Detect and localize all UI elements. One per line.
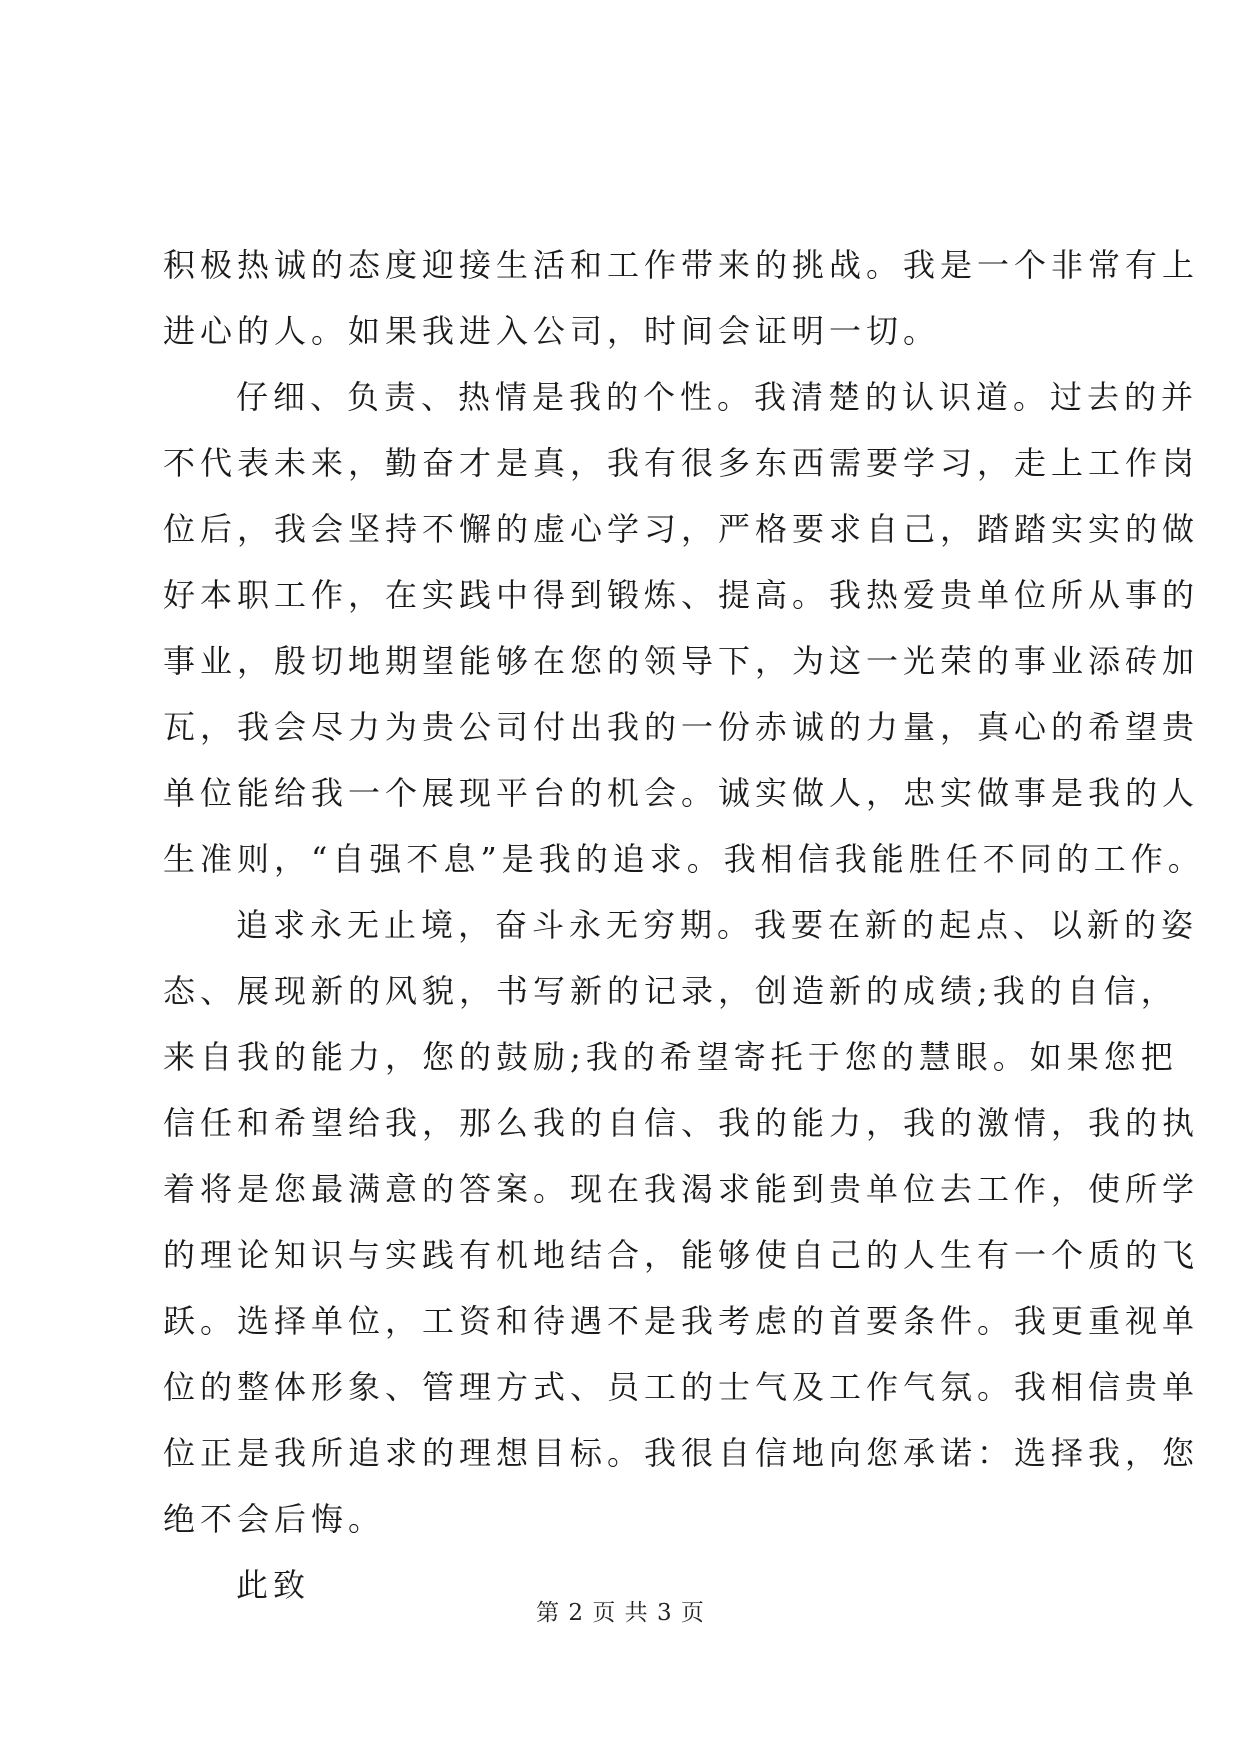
- body-line: 瓦，我会尽力为贵公司付出我的一份赤诚的力量，真心的希望贵: [163, 708, 1200, 746]
- paragraph-start-line: 追求永无止境，奋斗永无穷期。我要在新的起点、以新的姿: [236, 906, 1199, 944]
- body-line: 生准则，“自强不息”是我的追求。我相信我能胜任不同的工作。: [163, 840, 1205, 878]
- body-line: 跃。选择单位，工资和待遇不是我考虑的首要条件。我更重视单: [163, 1302, 1200, 1340]
- body-line: 位正是我所追求的理想目标。我很自信地向您承诺：选择我，您: [163, 1434, 1200, 1472]
- body-line: 进心的人。如果我进入公司，时间会证明一切。: [163, 312, 941, 350]
- body-line: 信任和希望给我，那么我的自信、我的能力，我的激情，我的执: [163, 1104, 1200, 1142]
- body-line: 绝不会后悔。: [163, 1500, 386, 1538]
- letter-body: [163, 232, 1205, 1618]
- body-line: 积极热诚的态度迎接生活和工作带来的挑战。我是一个非常有上: [163, 246, 1200, 284]
- body-line: 位的整体形象、管理方式、员工的士气及工作气氛。我相信贵单: [163, 1368, 1200, 1406]
- closing-salutation: 此致: [236, 1566, 311, 1604]
- body-line: 事业，殷切地期望能够在您的领导下，为这一光荣的事业添砖加: [163, 642, 1200, 680]
- body-line: 态、展现新的风貌，书写新的记录，创造新的成绩;我的自信，: [163, 972, 1178, 1010]
- paragraph-start-line: 仔细、负责、热情是我的个性。我清楚的认识道。过去的并: [236, 378, 1199, 416]
- body-line: 位后，我会坚持不懈的虚心学习，严格要求自己，踏踏实实的做: [163, 510, 1200, 548]
- body-line: 不代表未来，勤奋才是真，我有很多东西需要学习，走上工作岗: [163, 444, 1200, 482]
- body-line: 好本职工作，在实践中得到锻炼、提高。我热爱贵单位所从事的: [163, 576, 1200, 614]
- body-line: 着将是您最满意的答案。现在我渴求能到贵单位去工作，使所学: [163, 1170, 1200, 1208]
- page-footer: 第 2 页 共 3 页: [536, 1600, 705, 1626]
- body-line: 来自我的能力，您的鼓励;我的希望寄托于您的慧眼。如果您把: [163, 1038, 1178, 1076]
- body-line: 的理论知识与实践有机地结合，能够使自己的人生有一个质的飞: [163, 1236, 1200, 1274]
- body-line: 单位能给我一个展现平台的机会。诚实做人，忠实做事是我的人: [163, 774, 1200, 812]
